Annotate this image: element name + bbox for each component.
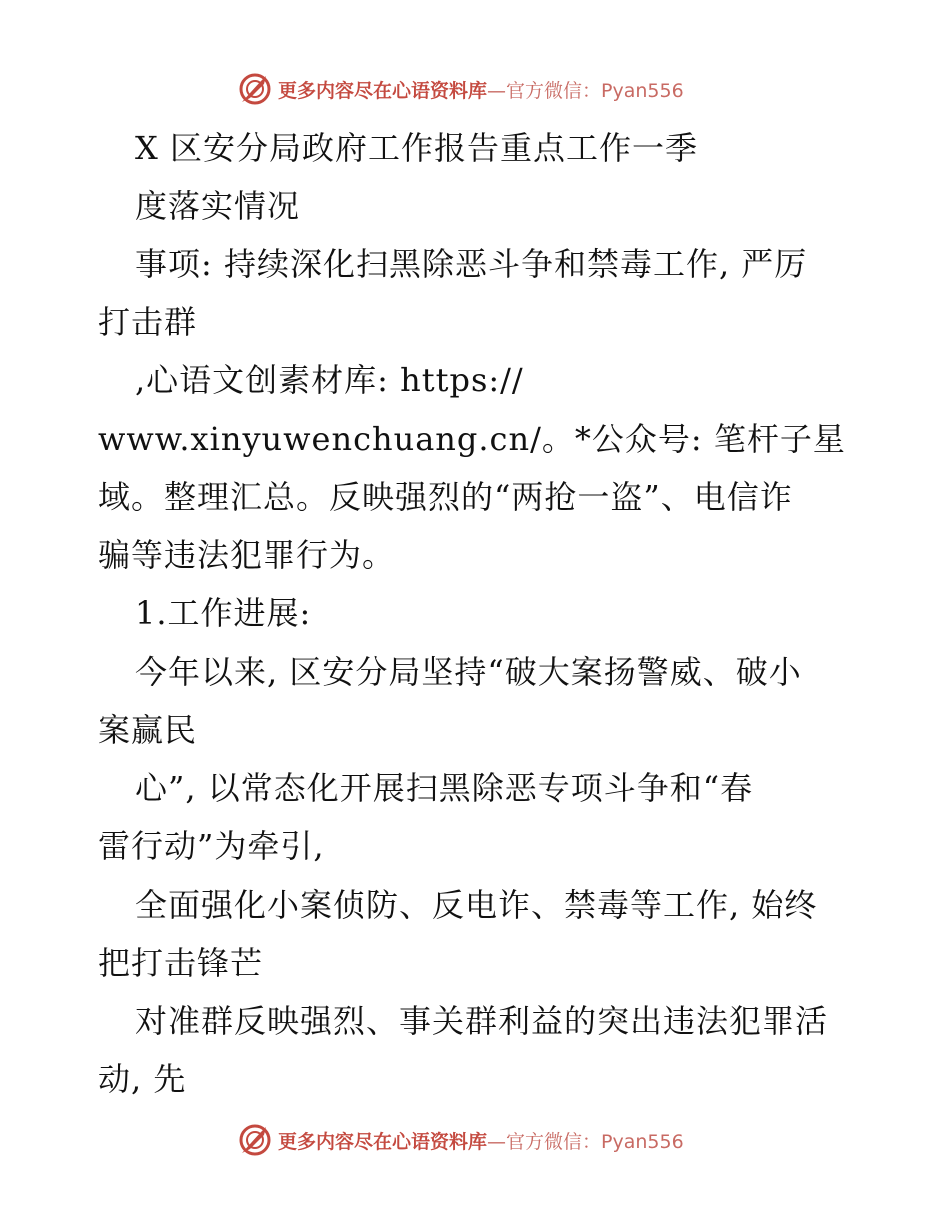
watermark-footer xyxy=(238,1123,684,1157)
doc-line-5: ,心语文创素材库: https:// xyxy=(135,361,524,399)
quill-logo-icon xyxy=(238,1123,272,1157)
doc-line-12: 心”, 以常态化开展扫黑除恶专项斗争和“春 xyxy=(135,769,754,807)
doc-line-16: 对准群反映强烈、事关群利益的突出违法犯罪活 xyxy=(135,1002,829,1040)
doc-line-13: 雷行动”为牵引, xyxy=(98,827,325,865)
doc-line-7: 域。整理汇总。反映强烈的“两抢一盗”、电信诈 xyxy=(98,478,793,516)
watermark-contact: —官方微信：Pyan556 xyxy=(487,1130,684,1153)
doc-line-2: 度落实情况 xyxy=(135,187,301,225)
doc-line-9: 1.工作进展: xyxy=(135,594,312,632)
watermark-contact: —官方微信：Pyan556 xyxy=(487,79,684,102)
doc-line-15: 把打击锋芒 xyxy=(98,944,264,982)
watermark-brand: 更多内容尽在心语资料库 xyxy=(278,79,488,102)
doc-line-11: 案赢民 xyxy=(98,711,198,749)
doc-line-8: 骗等违法犯罪行为。 xyxy=(98,536,396,574)
doc-line-4: 打击群 xyxy=(98,303,198,341)
doc-line-17: 动, 先 xyxy=(98,1060,187,1098)
doc-line-3: 事项: 持续深化扫黑除恶斗争和禁毒工作, 严厉 xyxy=(135,245,808,283)
watermark-text xyxy=(278,1127,684,1154)
watermark-header xyxy=(238,72,684,106)
watermark-brand: 更多内容尽在心语资料库 xyxy=(278,1130,488,1153)
doc-line-6: www.xinyuwenchuang.cn/。*公众号: 笔杆子星 xyxy=(98,420,846,458)
doc-line-10: 今年以来, 区安分局坚持“破大案扬警威、破小 xyxy=(135,653,802,691)
watermark-text xyxy=(278,76,684,103)
doc-line-1: X 区安分局政府工作报告重点工作一季 xyxy=(135,129,698,167)
doc-line-14: 全面强化小案侦防、反电诈、禁毒等工作, 始终 xyxy=(135,886,818,924)
quill-logo-icon xyxy=(238,72,272,106)
